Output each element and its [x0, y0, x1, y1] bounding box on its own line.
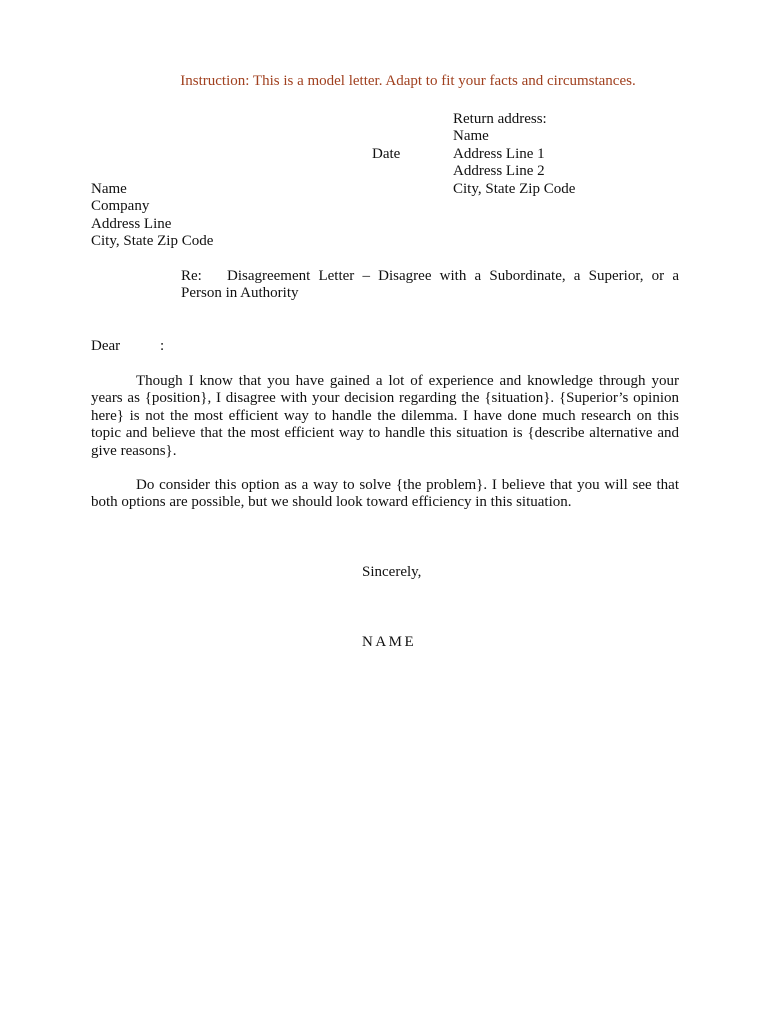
- subject-label: Re:: [181, 268, 202, 284]
- return-address-name: Name: [453, 128, 489, 145]
- return-address-city-state-zip: City, State Zip Code: [453, 180, 576, 197]
- return-address-label: Return address:: [453, 111, 547, 127]
- signature-name: NAME: [362, 634, 417, 650]
- salutation-colon: :: [160, 338, 165, 354]
- subject-line: [181, 268, 679, 303]
- letter-date: Date: [372, 146, 401, 162]
- body-paragraph-1: Though I know that you have gained a lot of experience and knowledge through your years as {position}, I disagree with your decision regarding the {situation}. {Superior’s opinion here} is not the most efficient way to handle the dilemma. I have done much research on this topic and believe that the most efficient way to handle this situation is {describe alternative and give reasons}.: [91, 373, 679, 459]
- subject-text: Disagreement Letter – Disagree with a Subordinate, a Superior, or a Person in Authority: [181, 268, 679, 302]
- body-paragraph-2: Do consider this option as a way to solve {the problem}. I believe that you will see that both options are possible, but we should look toward efficiency in this situation.: [91, 477, 679, 511]
- return-address-line-2: Address Line 2: [453, 163, 545, 180]
- salutation: [91, 338, 164, 355]
- recipient-address-block: [91, 181, 213, 251]
- recipient-name: Name: [91, 181, 127, 197]
- recipient-address-line: Address Line: [91, 215, 172, 232]
- return-address-block: [453, 111, 575, 198]
- instruction-note: Instruction: This is a model letter. Adapt to fit your facts and circumstances.: [180, 73, 636, 89]
- salutation-word: Dear: [91, 338, 121, 354]
- return-address-line-1: Address Line 1: [453, 145, 545, 162]
- complimentary-closing: Sincerely,: [362, 564, 422, 580]
- recipient-company: Company: [91, 198, 150, 215]
- recipient-city-state-zip: City, State Zip Code: [91, 233, 214, 250]
